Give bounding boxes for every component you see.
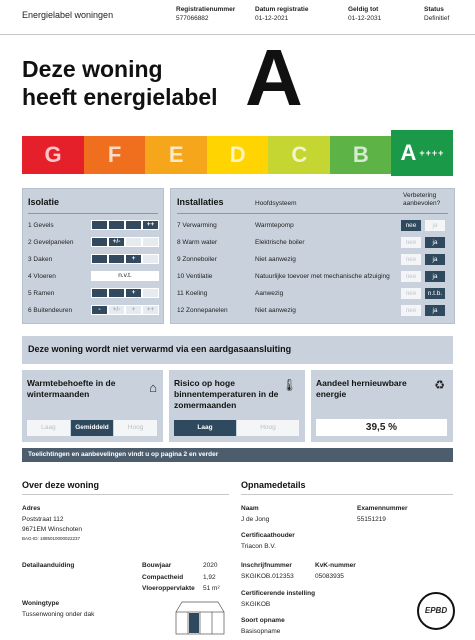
- banner-text: Toelichtingen en aanbevelingen vindt u op pagina 2 en verder: [28, 451, 219, 458]
- compactheid-label: Compactheid: [142, 574, 184, 581]
- col-hoofdsysteem: Hoofdsysteem: [255, 200, 297, 207]
- inst-row-label: 8 Warm water: [177, 239, 218, 246]
- warmte-title: Warmtebehoefte in de wintermaanden: [27, 378, 116, 399]
- iso-row-label: 3 Daken: [28, 256, 53, 263]
- col-verbetering: Verbetering aanbevolen?: [403, 192, 441, 207]
- option-gemiddeld: Gemiddeld: [71, 420, 114, 436]
- toggle-ja: ja: [425, 271, 445, 282]
- recycle-icon: ♻: [434, 378, 445, 392]
- scale-letter-f: F: [107, 142, 122, 167]
- energy-scale: [22, 130, 453, 178]
- installaties-title: Installaties: [177, 197, 224, 207]
- iso-row-label: 5 Ramen: [28, 290, 55, 297]
- registration-number: Registratienummer 577066882: [176, 6, 236, 22]
- inst-row-label: 11 Koeling: [177, 290, 208, 297]
- scale-letter-b: B: [352, 142, 369, 167]
- inschr-value: SKGIKOB.012353: [241, 573, 294, 580]
- cert-value: Triacon B.V.: [241, 543, 276, 550]
- iso-cell: +/-: [108, 305, 125, 315]
- iso-cell: [142, 288, 159, 298]
- hero-line1: Deze woning: [22, 56, 163, 82]
- adres-line2: 9671EM Winschoten: [22, 526, 82, 533]
- scale-letter-c: C: [291, 142, 308, 167]
- toggle-ja: ja: [425, 237, 445, 248]
- iso-row-label: 6 Buitendeuren: [28, 307, 73, 314]
- option-hoog: Hoog: [114, 420, 157, 436]
- hero-line2: heeft energielabel: [22, 84, 218, 110]
- hero-heading: [22, 55, 218, 111]
- option-laag: Laag: [27, 420, 70, 436]
- iso-cell: [108, 254, 125, 264]
- inschr-label: Inschrijfnummer: [241, 562, 292, 569]
- toggle-ja: n.t.b.: [425, 288, 445, 299]
- toggle-nee: nee: [401, 237, 421, 248]
- inst-row-system: Niet aanwezig: [255, 256, 296, 263]
- iso-row-label: 2 Gevelpanelen: [28, 239, 74, 246]
- iso-cell: [91, 288, 108, 298]
- top-header: [0, 0, 475, 35]
- inst-row-system: Niet aanwezig: [255, 307, 296, 314]
- iso-cell: [142, 254, 159, 264]
- isolatie-panel: [22, 188, 164, 324]
- toggle-nee: nee: [401, 288, 421, 299]
- notice-bar: [22, 336, 453, 364]
- scale-segment-d: [207, 136, 269, 174]
- hernieuwbaar-value: 39,5 %: [316, 419, 447, 436]
- installaties-panel: [170, 188, 455, 324]
- iso-row-label: 4 Vloeren: [28, 273, 56, 280]
- iso-cell: [91, 254, 108, 264]
- scale-letter-a: A: [400, 140, 417, 165]
- scale-letter-e: E: [168, 142, 184, 167]
- inst-row-label: 12 Zonnepanelen: [177, 307, 228, 314]
- compactheid-value: 1,92: [203, 574, 216, 581]
- vloer-label: Vloeroppervlakte: [142, 585, 195, 592]
- inst-row-label: 9 Zonneboiler: [177, 256, 217, 263]
- scale-letter-g: G: [44, 142, 62, 167]
- iso-cell: [108, 288, 125, 298]
- iso-row-text: n.v.t.: [91, 271, 159, 281]
- info-banner: [22, 448, 453, 462]
- iso-cell: -: [91, 305, 108, 315]
- inst-row-system: Warmtepomp: [255, 222, 294, 229]
- bouwjaar-value: 2020: [203, 562, 218, 569]
- risico-title: Risico op hoge binnentemperaturen in de zomermaanden: [174, 378, 279, 410]
- toggle-ja: ja: [425, 254, 445, 265]
- scale-segment-c: [268, 136, 330, 174]
- iso-cell: [108, 220, 125, 230]
- valid-until: Geldig tot 01-12-2031: [348, 6, 382, 22]
- naam-value: J de Jong: [241, 516, 270, 523]
- opname-title: Opnamedetails: [241, 480, 306, 490]
- toggle-nee: nee: [401, 220, 421, 231]
- warmte-panel: [22, 370, 163, 442]
- inst-row-label: 10 Ventilatie: [177, 273, 213, 280]
- iso-cell: +: [125, 305, 142, 315]
- toggle-ja: ja: [425, 220, 445, 231]
- iso-cell: ++: [142, 305, 159, 315]
- registration-date: Datum registratie 01-12-2021: [255, 6, 309, 22]
- inst-row-system: Elektrische boiler: [255, 239, 305, 246]
- soort-label: Soort opname: [241, 617, 285, 624]
- option-laag: Laag: [174, 420, 236, 436]
- iso-cell: +: [125, 288, 142, 298]
- soort-value: Basisopname: [241, 628, 281, 635]
- detail-label: Detailaanduiding: [22, 562, 75, 569]
- thermometer-icon: 🌡: [281, 378, 297, 392]
- iso-cell: [91, 220, 108, 230]
- scale-segment-a: [391, 130, 453, 176]
- type-label: Woningtype: [22, 600, 60, 607]
- cert-label: Certificaathouder: [241, 532, 295, 539]
- iso-cell: +/-: [108, 237, 125, 247]
- epbd-logo: EPBD: [417, 592, 455, 630]
- notice-text: Deze woning wordt niet verwarmd via een aardgasaansluiting: [28, 344, 292, 354]
- type-value: Tussenwoning onder dak: [22, 611, 95, 618]
- inst-value: SKGIKOB: [241, 601, 271, 608]
- iso-cell: [125, 220, 142, 230]
- iso-cell: [91, 237, 108, 247]
- inst-row-system: Natuurlijke toevoer met mechanische afzuiging: [255, 273, 390, 280]
- iso-row-label: 1 Gevels: [28, 222, 54, 229]
- kvk-value: 05083935: [315, 573, 344, 580]
- bouwjaar-label: Bouwjaar: [142, 562, 172, 569]
- option-hoog: Hoog: [237, 420, 299, 436]
- iso-cell: ++: [142, 220, 159, 230]
- iso-cell: [142, 237, 159, 247]
- vloer-value: 51 m²: [203, 585, 220, 592]
- bag-id: BAG-ID: 1885010000022237: [22, 536, 81, 541]
- status: Status Definitief: [424, 6, 450, 22]
- inst-label: Certificerende instelling: [241, 590, 316, 597]
- scale-segment-e: [145, 136, 207, 174]
- scale-suffix: ++++: [419, 148, 445, 158]
- iso-cell: +: [125, 254, 142, 264]
- toggle-nee: nee: [401, 305, 421, 316]
- naam-label: Naam: [241, 505, 259, 512]
- exam-label: Examennummer: [357, 505, 408, 512]
- inst-row-label: 7 Verwarming: [177, 222, 217, 229]
- adres-label: Adres: [22, 505, 41, 512]
- house-type-illustration: [172, 598, 228, 636]
- inst-row-system: Aanwezig: [255, 290, 284, 297]
- house-icon: ⌂: [149, 380, 157, 395]
- scale-letter-d: D: [229, 142, 246, 167]
- toggle-nee: nee: [401, 271, 421, 282]
- iso-cell: [125, 237, 142, 247]
- toggle-nee: nee: [401, 254, 421, 265]
- hernieuwbaar-title: Aandeel hernieuwbare energie: [316, 378, 407, 399]
- scale-segment-f: [84, 136, 146, 174]
- scale-segment-b: [330, 136, 392, 174]
- woning-title: Over deze woning: [22, 480, 100, 490]
- hernieuwbaar-panel: [311, 370, 453, 442]
- energy-label-letter: A: [245, 33, 303, 122]
- risico-panel: [169, 370, 305, 442]
- isolatie-title: Isolatie: [28, 197, 60, 207]
- adres-line1: Poststraat 112: [22, 516, 64, 523]
- scale-segment-g: [22, 136, 84, 174]
- exam-value: 55151219: [357, 516, 386, 523]
- kvk-label: KvK-nummer: [315, 562, 356, 569]
- toggle-ja: ja: [425, 305, 445, 316]
- document-title: Energielabel woningen: [22, 10, 114, 20]
